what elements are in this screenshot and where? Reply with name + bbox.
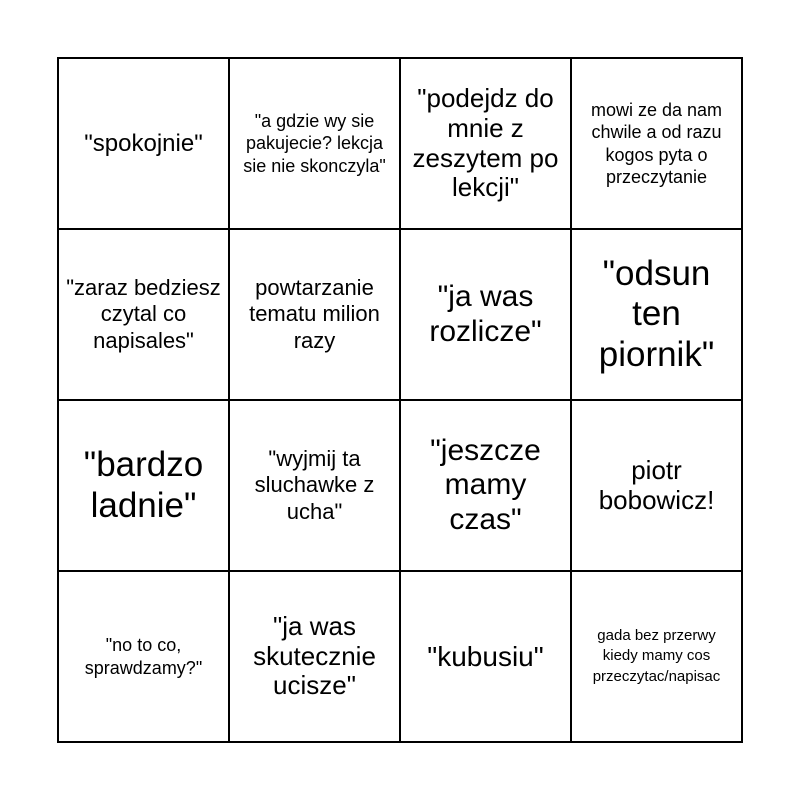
bingo-cell-2[interactable] [230,59,401,230]
bingo-cell-1[interactable] [59,59,230,230]
bingo-cell-13-text: "no to co, sprawdzamy?" [84,635,203,678]
bingo-cell-3[interactable] [401,59,572,230]
bingo-cell-6[interactable] [230,230,401,401]
bingo-cell-15[interactable] [401,572,572,743]
bingo-cell-11-text: "jeszcze mamy czas" [430,433,541,536]
bingo-cell-6-text: powtarzanie tematu milion razy [249,274,380,353]
bingo-cell-4-text: mowi ze da nam chwile a od razu kogos pyta o przeczytanie [590,99,723,187]
bingo-cell-12[interactable] [572,401,743,572]
bingo-card [57,57,743,743]
bingo-cell-5-text: "zaraz bedziesz czytal co napisales" [66,274,221,353]
bingo-cell-4[interactable] [572,59,743,230]
bingo-cell-1-text: "spokojnie" [84,129,203,157]
bingo-cell-10[interactable] [230,401,401,572]
bingo-cell-16[interactable] [572,572,743,743]
bingo-cell-11[interactable] [401,401,572,572]
bingo-cell-8[interactable] [572,230,743,401]
bingo-cell-13[interactable] [59,572,230,743]
bingo-cell-2-text: "a gdzie wy sie pakujecie? lekcja sie nie skonczyla" [243,110,386,176]
bingo-cell-9-text: "bardzo ladnie" [83,445,204,525]
bingo-cell-5[interactable] [59,230,230,401]
bingo-cell-9[interactable] [59,401,230,572]
bingo-cell-16-text: gada bez przerwy kiedy mamy cos przeczytac/napisac [592,627,721,685]
bingo-cell-3-text: "podejdz do mnie z zeszytem po lekcji" [412,82,559,203]
bingo-cell-10-text: "wyjmij ta sluchawke z ucha" [254,445,375,524]
bingo-cell-14[interactable] [230,572,401,743]
bingo-cell-14-text: "ja was skutecznie ucisze" [253,610,376,701]
bingo-cell-7[interactable] [401,230,572,401]
bingo-cell-12-text: piotr bobowicz! [598,454,715,515]
bingo-cell-15-text: "kubusiu" [427,640,544,672]
bingo-cell-7-text: "ja was rozlicze" [429,280,542,348]
bingo-cell-8-text: "odsun ten piornik" [598,254,715,374]
